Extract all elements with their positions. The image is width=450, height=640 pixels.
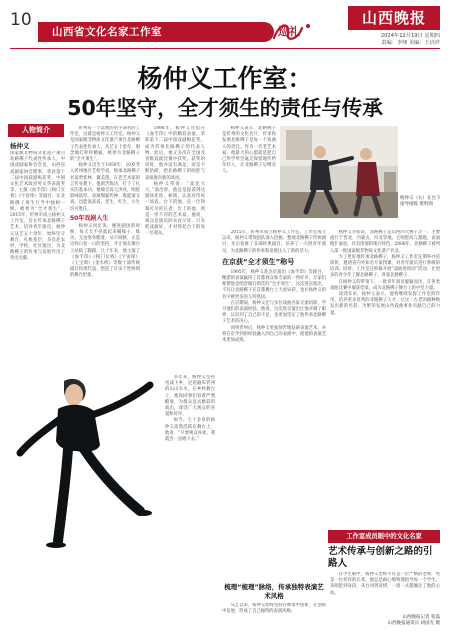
performer-photo-caption: 杨仲义。 xyxy=(20,541,38,546)
page-number: 10 xyxy=(10,10,32,30)
subheading: 50年戏剧人生 xyxy=(70,214,109,222)
promo-text: 在学生眼中，杨仲义老师不仅是一位严格的老师，更是一位慈祥的长辈。他总是耐心细致地指导每一个学生，从唱腔到身段，从台词到表情，一招一式都倾注了他的心血。 xyxy=(330,572,440,596)
paragraph: 1998年，杨仲义凭借在《血手印》中的精彩表演，荣获第十二届中国戏剧梅花奖，成为忻州北路梆子的代表人物。此后，他又多次在全国及省级戏剧比赛中获奖。获奖的同时，他并没有满足，而是不断钻研，把北路梆子的唱腔与表演推向新的高度。 xyxy=(145,126,205,181)
paragraph: 杨仲义常说：“戏比天大。”演出时，他总是提前到达剧场化妆、候场，认真对待每一场戏。台下的他，是一位和蔼可亲的长者；台上的他，则是一丝不苟的艺术家。他说，观众是演员的衣食父母，只有把戏演好，才对得起台下的每一位观众。 xyxy=(145,181,205,237)
paragraph: 杨仲义介绍说，北路梆子是山西四大梆子之一，主要流行于晋北、内蒙古、河北等地。它唱腔高亢激越，表演粗犷豪放，具有浓郁的地方特色。2006年，北路梆子被列入第一批国家级非物质文化遗产名录。 xyxy=(330,230,440,254)
paragraph: 在京期间，杨仲义还与多位戏曲名家交流切磋，学习他们的表演经验。他说，这次进京演出让他开阔了眼界，认识到了自己的不足，也更加坚定了他传承北路梆子艺术的决心。 xyxy=(222,300,326,325)
reporter-credit: 山西晚报记者 张磊 xyxy=(402,615,440,620)
paragraph: 回到忻州后，杨仲义更加刻苦地钻研表演艺术，并将在京学到的经验融入到自己的表演中，使他的表演艺术更加成熟。 xyxy=(222,325,326,344)
section-heading: 梳理“梳理”脉络，传承独特表演艺术风格 xyxy=(224,583,324,600)
paragraph: 为了更好地传承北路梆子，杨仲义工作室定期举办培训班，邀请省内外知名专家授课，对青年演员进行系统的培训。同时，工作室还积极开展“戏曲进校园”活动，让更多的青少年了解北路梆子、喜爱北路梆子。 xyxy=(330,254,440,279)
photo-credit: 山西晚报通讯员 胡国光 摄 xyxy=(387,621,440,626)
paragraph: 谈到未来，杨仲义表示，他将继续发挥工作室的作用，培养更多优秀的北路梆子人才，让这一古老的剧种焕发出新的光彩，为繁荣发展山西戏曲事业贡献自己的力量。 xyxy=(330,292,440,316)
rehearsal-photo xyxy=(280,126,398,218)
article-column-3 xyxy=(222,230,326,580)
paragraph: 在杨仲义的带领下，一批青年演员脱颖而出，在各类戏曲比赛中屡获佳绩，成为北路梆子舞台上的中坚力量。 xyxy=(330,279,440,291)
article-column-1 xyxy=(70,126,140,371)
paragraph: 多年来，杨仲义坚持送戏下乡，足迹遍布忻州的山山水水。在乡村舞台上，他和同事们冒着严寒酷暑，为群众送去精彩的演出，深受广大观众的喜爱和好评。 xyxy=(165,375,215,418)
headline-line1: 杨仲义工作室： xyxy=(137,64,313,93)
newspaper-logo: 山西晚报 xyxy=(348,6,440,30)
paragraph: 1995年，杨仲义赴北京演出《血手印》等剧目，精湛的表演赢得了首都观众和专家的一致好评，专家们称赞他是唱念做打俱佳的“全才须生”。这次进京演出，不仅让北路梆子在首都舞台上大放异彩，也让杨仲义的名字被更多的人所熟知。 xyxy=(222,269,326,300)
promo-title: 艺术传承与创新之路的引路人 xyxy=(328,546,433,569)
sidebar-bio: 国家级非物质文化遗产项目北路梆子代表性传承人，中国戏剧家协会会员，山西省戏剧家协会理事。曾获第十二届中国戏剧梅花奖、中国文化艺术政府奖文华表演奖等。主演《血手印》《杨门女将》《宇宙锋》等剧目，在北路梆子须生行当中独树一帜，被誉为“全才须生”。2015年，忻州市成立杨仲义工作室，旨在传承北路梆子艺术、培养青年演员。杨仲义从艺五十余年，始终坚守舞台，扎根基层，多次赴农村、学校、社区演出，为北路梆子的传承与发展作出了突出贡献。 xyxy=(10,151,65,262)
paragraph: 2015年，忻州市成立杨仲义工作室。工作室成立以来，杨仲义带领团队深入挖掘、整理北路梆子传统剧目，先后复排了多部经典剧目，培养了一大批青年演员，为北路梆子的传承和发展注入了新的活力。 xyxy=(222,230,326,254)
paragraph: 如今，七十多岁的杨仲义依然活跃在舞台上，他说：“只要观众喜欢，我就会一直唱下去。” xyxy=(165,418,215,443)
editor-credits: 责编：李翔 美编：王培祥 xyxy=(381,40,440,46)
banner-script: 巡礼 xyxy=(278,25,300,38)
paragraph: 杨仲义回忆说，刚进剧团的时候，每天天不亮就起来喊嗓子、练功，无论寒冬酷暑，从不间断。正是这样日复一日的坚持，才让他在舞台上站稳了脚跟。几十年来，他主演了《血手印》《杨门女将》《宇宙锋》《王宝钏》《金水桥》等数十部传统剧目和现代戏，塑造了许多个性鲜明的舞台形象。 xyxy=(70,223,140,279)
headline-line2: 50年坚守，全才须生的责任与传承 xyxy=(67,96,383,120)
byline xyxy=(330,615,440,627)
performer-photo xyxy=(14,375,160,551)
masthead-rule xyxy=(10,48,440,49)
article-column-2-upper xyxy=(145,126,205,371)
paragraph: 杨仲义出生于1950年，10岁考入忻州地区艺校学戏，师承北路梆子名家贾桂林、冀美莲。在老艺术家的言传身教下，他刻苦练功，打下了扎实的基本功。他嗓音高亢洪亮，唱腔韵味浓厚，表演细腻传神，既能演文戏，也能演武戏，老生、红生、小生均可胜任。 xyxy=(70,163,140,212)
rehearsal-photo-caption: 杨仲义（右）在台下指导排练 资料图 xyxy=(400,196,441,207)
sidebar-tag: 人物简介 xyxy=(8,124,64,137)
article-column-3-upper xyxy=(222,126,276,226)
subheading: 在京获“全才须生”称号 xyxy=(222,257,295,266)
section-banner: 山西省文化名家工作室 xyxy=(38,22,274,42)
article-column-2-lower xyxy=(165,375,215,625)
article-column-4 xyxy=(330,230,440,526)
issue-date: 2024年12月19日 星期四 xyxy=(380,33,440,39)
section-text: 从艺以来，杨仲义始终坚持在继承中创新，在创新中发展，形成了自己独特的表演风格。 xyxy=(222,603,326,615)
promo-tag: 工作室成员眼中的文化名家 xyxy=(328,530,440,543)
issue-info xyxy=(300,33,440,47)
headline xyxy=(0,64,450,122)
paragraph: 忻州有一个以他的名字命名的工作室，这就是杨仲义工作室。杨仲义是国家级非物质文化遗产项目北路梆子代表性传承人，从艺五十余年，唱念做打样样精通，被誉为北路梆子的“全才须生”。 xyxy=(70,126,140,163)
sidebar-name: 杨仲义 xyxy=(10,142,30,150)
paragraph: 杨仲义表示，北路梆子是忻州的文化名片，传承和发展北路梆子是每一个戏曲人的责任。作为一名老艺术家，他最大的心愿就是把自己所学所会毫无保留地传给年轻人，让北路梆子后继有人。 xyxy=(222,126,276,175)
